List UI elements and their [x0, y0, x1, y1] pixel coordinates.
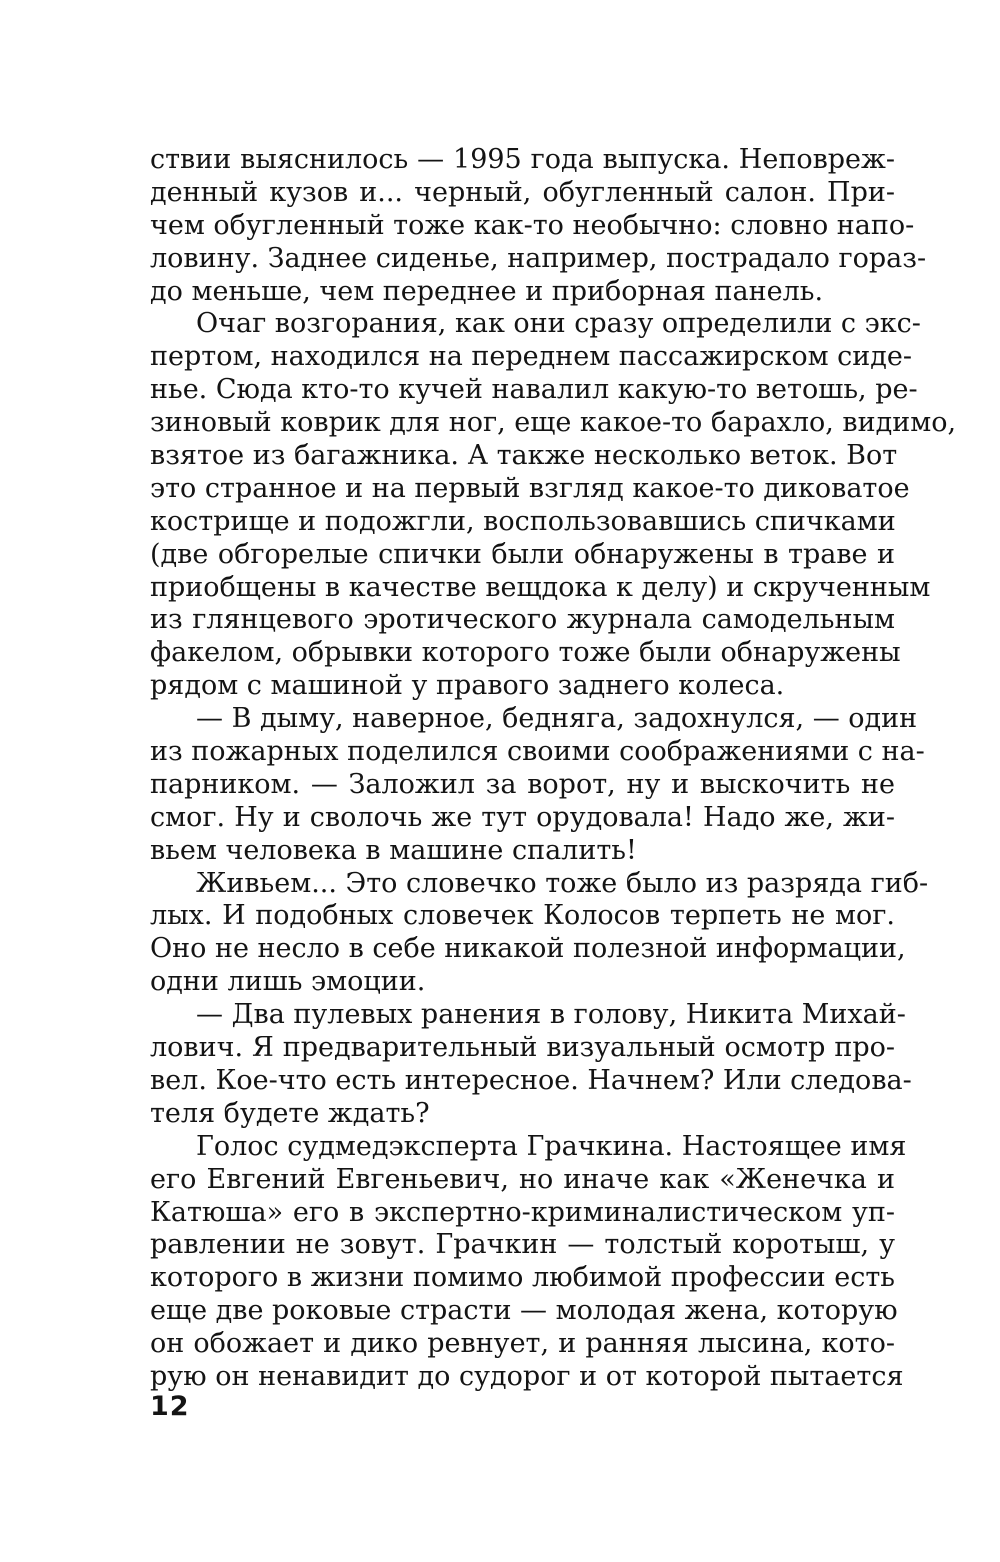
- text-line: парником. — Заложил за ворот, ну и выскочить не: [150, 768, 895, 800]
- text-line: взятое из багажника. А также несколько веток. Вот: [150, 440, 898, 472]
- text-line: до меньше, чем переднее и приборная панель.: [150, 275, 824, 307]
- text-line: рую он ненавидит до судорог и от которой пытается: [150, 1360, 904, 1392]
- text-line: он обожает и дико ревнует, и ранняя лысина, кото-: [150, 1328, 895, 1360]
- text-line: зиновый коврик для ног, еще какое-то барахло, видимо,: [150, 407, 957, 439]
- text-line: Очаг возгорания, как они сразу определили с экс-: [196, 308, 921, 340]
- text-line: пертом, находился на переднем пассажирском сиде-: [150, 341, 913, 373]
- text-line: чем обугленный тоже как-то необычно: словно напо-: [150, 209, 915, 241]
- text-line: его Евгений Евгеньевич, но иначе как «Женечка и: [150, 1163, 895, 1195]
- page-number: 12: [150, 1391, 190, 1422]
- text-line: приобщены в качестве вещдока к делу) и скрученным: [150, 571, 931, 603]
- text-line: ловину. Заднее сиденье, например, пострадало гораз-: [150, 242, 927, 274]
- text-line: еще две роковые страсти — молодая жена, которую: [150, 1295, 898, 1327]
- text-line: кострище и подожгли, воспользовавшись спичками: [150, 505, 896, 537]
- text-line: которого в жизни помимо любимой профессии есть: [150, 1262, 895, 1294]
- text-line: лович. Я предварительный визуальный осмотр про-: [150, 1032, 895, 1064]
- text-line: лых. И подобных словечек Колосов терпеть не мог.: [150, 900, 895, 932]
- text-line: нье. Сюда кто-то кучей навалил какую-то ветошь, ре-: [150, 374, 918, 406]
- text-line: Оно не несло в себе никакой полезной информации,: [150, 933, 906, 965]
- text-line: одни лишь эмоции.: [150, 966, 426, 998]
- text-line: теля будете ждать?: [150, 1097, 430, 1129]
- text-line: Живьем... Это словечко тоже было из разряда гиб-: [196, 867, 929, 899]
- text-line: Голос судмедэксперта Грачкина. Настоящее имя: [196, 1130, 907, 1162]
- text-line: денный кузов и... черный, обугленный салон. При-: [150, 176, 895, 208]
- text-line: рядом с машиной у правого заднего колеса.: [150, 670, 785, 702]
- text-line: из глянцевого эротического журнала самодельным: [150, 604, 895, 636]
- text-line: (две обгорелые спички были обнаружены в траве и: [150, 538, 895, 570]
- body-text: [150, 144, 957, 1394]
- text-line: ствии выяснилось — 1995 года выпуска. Неповреж-: [150, 144, 895, 175]
- text-line: — Два пулевых ранения в голову, Никита Михай-: [196, 999, 906, 1031]
- text-line: Катюша» его в экспертно-криминалистическом уп-: [150, 1196, 895, 1228]
- text-line: из пожарных поделился своими соображениями с на-: [150, 736, 925, 768]
- text-line: — В дыму, наверное, бедняга, задохнулся, — один: [196, 703, 918, 735]
- text-line: смог. Ну и сволочь же тут орудовала! Надо же, жи-: [150, 801, 895, 833]
- text-line: вел. Кое-что есть интересное. Начнем? Или следова-: [150, 1064, 912, 1096]
- text-line: вьем человека в машине спалить!: [150, 834, 637, 866]
- text-line: это странное и на первый взгляд какое-то диковатое: [150, 472, 910, 504]
- text-line: равлении не зовут. Грачкин — толстый коротыш, у: [150, 1229, 895, 1261]
- text-line: факелом, обрывки которого тоже были обнаружены: [150, 637, 901, 669]
